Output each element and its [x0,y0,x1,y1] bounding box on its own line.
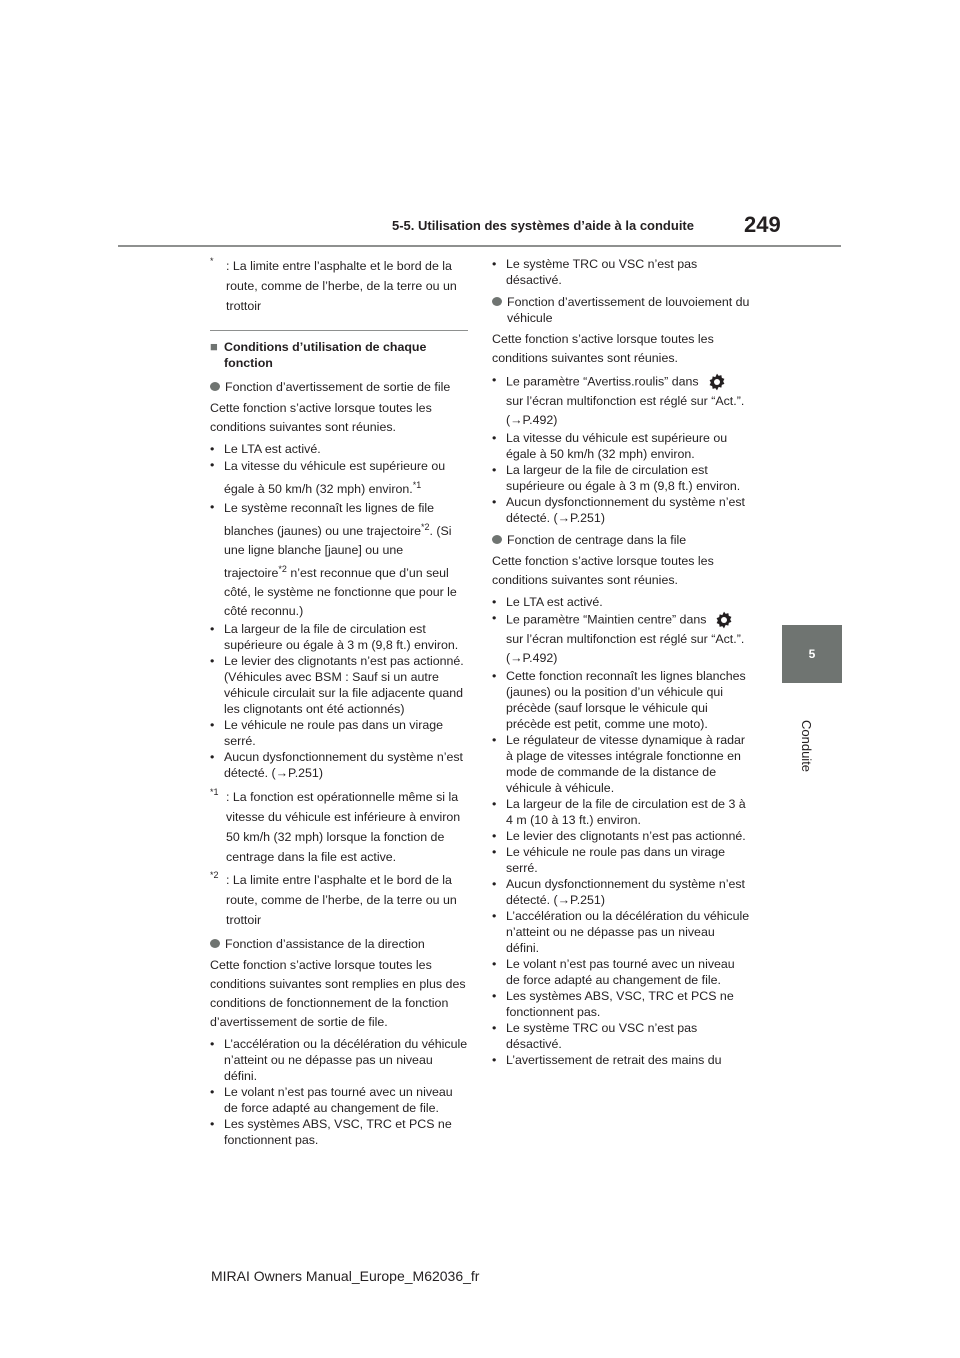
list-item: • Le volant n’est pas tourné avec un niveau de force adapté au changement de file. [492,957,735,987]
list-item: • Le véhicule ne roule pas dans un virage serré. [492,845,726,875]
section-header: 5-5. Utilisation des systèmes d’aide à la conduite [392,218,694,233]
chapter-number: 5 [808,647,816,661]
list-item: • Cette fonction reconnaît les lignes blanches (jaunes) ou la position d’un véhicule qui précède (sauf lorsque le véhicule qui précède est petit, comme une moto). [492,669,746,731]
footnote-ref: *2 [421,522,430,533]
page-number: 249 [744,212,781,237]
section-heading [210,330,468,371]
footnote-mark: *2 [210,870,219,881]
list-item: • Le système TRC ou VSC n’est pas désactivé. [492,1021,698,1051]
list-item: • La vitesse du véhicule est supérieure ou égale à 50 km/h (32 mph) environ. [492,431,728,461]
list-item: • Le système reconnaît les lignes de file blanches (jaunes) ou une trajectoire$^{*2}$. (Si une ligne blanche [jaune] ou une trajectoire$^{*2}$ n’est reconnue que d’un seul côté, le système ne fonctionne que pour le côté reconnu.) [210,500,457,619]
condition-list [492,372,750,526]
list-item: • Aucun dysfonctionnement du système n’est détecté. (→P.251) [210,750,463,781]
header-divider [118,245,841,247]
circle-bullet-icon [210,939,220,948]
chapter-label: Conduite [799,720,814,773]
paragraph: Cette fonction s’active lorsque toutes les conditions suivantes sont réunies. [210,401,432,434]
list-item: • Le LTA est activé. [210,442,321,456]
gear-icon [714,610,734,630]
subheading-title: Fonction d’avertissement de sortie de file [225,380,451,394]
list-item: • La vitesse du véhicule est supérieure ou égale à 50 km/h (32 mph) environ.$^{*1}$ [210,458,446,497]
footnote-1 [210,787,468,867]
circle-bullet-icon [492,297,502,306]
condition-list [210,1036,468,1148]
paragraph: Cette fonction s’active lorsque toutes les conditions suivantes sont réunies. [492,332,714,365]
footnote-text: : La limite entre l’asphalte et le bord de la route, comme de l’herbe, de la terre ou un trottoir [226,873,457,928]
square-bullet-icon: ■ [210,339,218,354]
circle-bullet-icon [492,535,502,544]
left-column [210,256,468,1154]
list-item: • La largeur de la file de circulation est de 3 à 4 m (10 à 13 ft.) environ. [492,797,746,827]
list-item: • Le volant n’est pas tourné avec un niveau de force adapté au changement de file. [210,1085,453,1116]
list-item: • L’accélération ou la décélération du véhicule n’atteint ou ne dépasse pas un niveau défini. [492,909,750,955]
chapter-tab[interactable] [782,625,842,683]
list-item: • Le système TRC ou VSC n’est pas désactivé. [492,257,698,287]
subheading [210,379,468,395]
footnote-text: : La fonction est opérationnelle même si la vitesse du véhicule est inférieure à environ 50 km/h (32 mph) lorsque la fonction de centrage dans la file est active. [226,790,461,865]
list-item: • Le levier des clignotants n’est pas actionné. [492,829,746,843]
condition-list [492,256,750,288]
footnote-ref: *2 [278,564,287,575]
list-item: • Les systèmes ABS, VSC, TRC et PCS ne fonctionnent pas. [210,1117,452,1148]
subheading [492,294,750,326]
footnote-ref: *1 [412,480,422,490]
list-item: • Le levier des clignotants n’est pas actionné. (Véhicules avec BSM : Sauf si un autre véhicule circulait sur la file adjacente quand les clignotants ont été actionnés) [210,654,464,717]
list-item: • La largeur de la file de circulation est supérieure ou égale à 3 m (9,8 ft.) environ. [210,622,459,653]
list-item: • Le régulateur de vitesse dynamique à radar à plage de vitesses intégrale fonctionne en mode de commande de la distance de véhicule à véhicule. [492,733,746,795]
footnote-text: : La limite entre l’asphalte et le bord de la route, comme de l’herbe, de la terre ou un trottoir [226,259,457,313]
subheading [492,532,750,548]
list-item: • Aucun dysfonctionnement du système n’est détecté. (→P.251) [492,877,745,907]
subheading-title: Fonction d’assistance de la direction [225,937,425,952]
footnote-mark: *1 [210,787,219,798]
list-item: • Les systèmes ABS, VSC, TRC et PCS ne fonctionnent pas. [492,989,734,1019]
list-item: • Le paramètre “Maintien centre” dans sur l’écran multifonction est réglé sur “Act.”. (→P.492) [492,611,745,665]
condition-list [210,441,468,781]
list-item: • Aucun dysfonctionnement du système n’est détecté. (→P.251) [492,495,745,525]
section-title: Conditions d’utilisation de chaque fonction [224,340,427,370]
subheading-title: Fonction d’avertissement de louvoiement du véhicule [507,295,750,325]
right-column [492,256,750,1074]
gear-icon [707,372,727,392]
paragraph: Cette fonction s’active lorsque toutes les conditions suivantes sont réunies. [492,554,714,587]
list-item: • L’avertissement de retrait des mains du [492,1053,722,1067]
list-item: • Le paramètre “Avertiss.roulis” dans sur l’écran multifonction est réglé sur “Act.”. (→P.492) [492,373,745,427]
circle-bullet-icon [210,382,220,391]
paragraph: Cette fonction s’active lorsque toutes les conditions suivantes sont remplies en plus des conditions de fonctionnement de la fonction d’avertissement de sortie de file. [210,958,466,1030]
subheading [210,936,468,952]
list-item: • Le véhicule ne roule pas dans un virage serré. [210,718,444,749]
footnote-2 [210,870,468,930]
footnote-mark: * [210,256,214,266]
subheading-title: Fonction de centrage dans la file [507,533,687,547]
footnote-top [210,256,468,316]
condition-list [492,594,750,1068]
list-item: • La largeur de la file de circulation est supérieure ou égale à 3 m (9,8 ft.) environ. [492,463,741,493]
footer-text: MIRAI Owners Manual_Europe_M62036_fr [211,1268,480,1284]
list-item: • L’accélération ou la décélération du véhicule n’atteint ou ne dépasse pas un niveau défini. [210,1037,468,1084]
list-item: • Le LTA est activé. [492,595,603,609]
